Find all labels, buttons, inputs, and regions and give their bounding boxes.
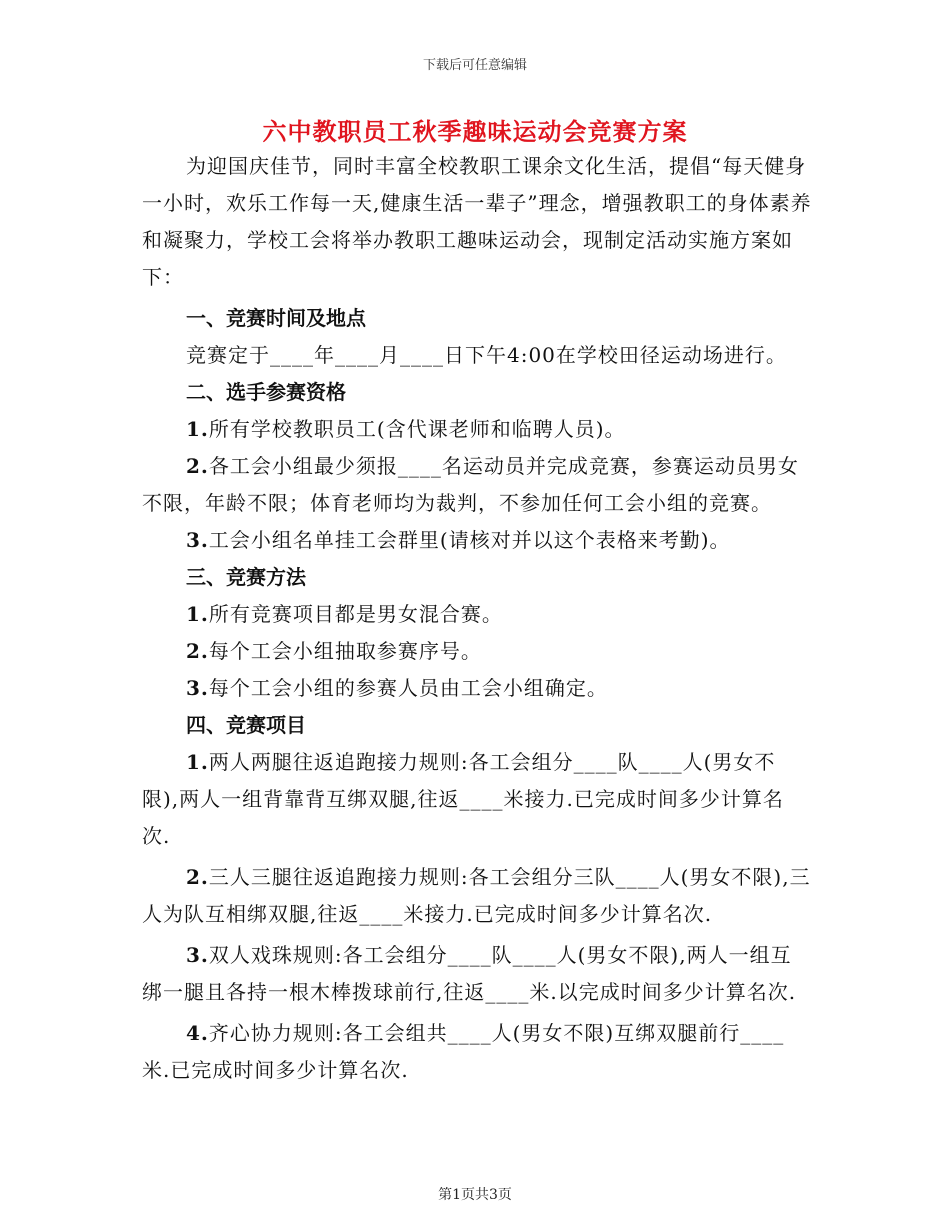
section-heading-method: 三、竞赛方法 — [186, 565, 306, 589]
list-item — [142, 859, 812, 933]
list-item — [142, 448, 812, 522]
list-item — [142, 633, 812, 670]
item-number: 1. — [186, 417, 209, 441]
item-text: 三人三腿往返追跑接力规则:各工会组分三队____人(男女不限),三人为队互相绑双腿,往返____米接力.已完成时间多少计算名次. — [142, 865, 811, 926]
item-number: 3. — [186, 528, 209, 552]
item-text: 两人两腿往返追跑接力规则:各工会组分____队____人(男女不限),两人一组背靠背互绑双腿,往返____米接力.已完成时间多少计算名次. — [142, 750, 784, 848]
section-heading-eligibility: 二、选手参赛资格 — [186, 380, 346, 404]
item-text: 所有竞赛项目都是男女混合赛。 — [208, 602, 503, 626]
item-text: 每个工会小组抽取参赛序号。 — [208, 639, 482, 663]
list-item — [142, 522, 812, 559]
document-body — [142, 148, 812, 1089]
list-item — [142, 411, 812, 448]
header-note: 下载后可任意编辑 — [422, 58, 527, 73]
item-number: 2. — [186, 454, 209, 478]
time-place-paragraph: 竞赛定于____年____月____日下午4:00在学校田径运动场进行。 — [186, 343, 787, 367]
item-number: 3. — [186, 676, 209, 700]
item-number: 1. — [186, 602, 209, 626]
item-number: 4. — [186, 1021, 209, 1045]
item-text: 每个工会小组的参赛人员由工会小组确定。 — [208, 676, 608, 700]
section-heading-time-place: 一、竞赛时间及地点 — [186, 306, 366, 330]
section-heading-events: 四、竞赛项目 — [186, 713, 306, 737]
item-text: 双人戏珠规则:各工会组分____队____人(男女不限),两人一组互绑一腿且各持一根木棒拨球前行,往返____米.以完成时间多少计算名次. — [142, 943, 797, 1004]
item-text: 工会小组名单挂工会群里(请核对并以这个表格来考勤)。 — [208, 528, 731, 552]
document-title: 六中教职员工秋季趣味运动会竞赛方案 — [262, 117, 688, 146]
intro-paragraph: 为迎国庆佳节，同时丰富全校教职工课余文化生活，提倡“每天健身一小时，欢乐工作每一天,健康生活一辈子”理念，增强教职工的身体素养和凝聚力，学校工会将举办教职工趣味运动会，现制定活动实施方案如下： — [142, 154, 812, 289]
item-number: 1. — [186, 750, 209, 774]
item-text: 各工会小组最少须报____名运动员并完成竞赛，参赛运动员男女不限，年龄不限；体育老师均为裁判，不参加任何工会小组的竞赛。 — [142, 454, 799, 515]
list-item — [142, 1015, 812, 1089]
page-footer: 第1页共3页 — [438, 1187, 512, 1203]
list-item — [142, 596, 812, 633]
list-item — [142, 744, 812, 855]
item-number: 2. — [186, 865, 209, 889]
list-item — [142, 670, 812, 707]
item-text: 齐心协力规则:各工会组共____人(男女不限)互绑双腿前行____米.已完成时间多少计算名次. — [142, 1021, 785, 1082]
item-text: 所有学校教职员工(含代课老师和临聘人员)。 — [208, 417, 626, 441]
item-number: 2. — [186, 639, 209, 663]
list-item — [142, 937, 812, 1011]
item-number: 3. — [186, 943, 209, 967]
